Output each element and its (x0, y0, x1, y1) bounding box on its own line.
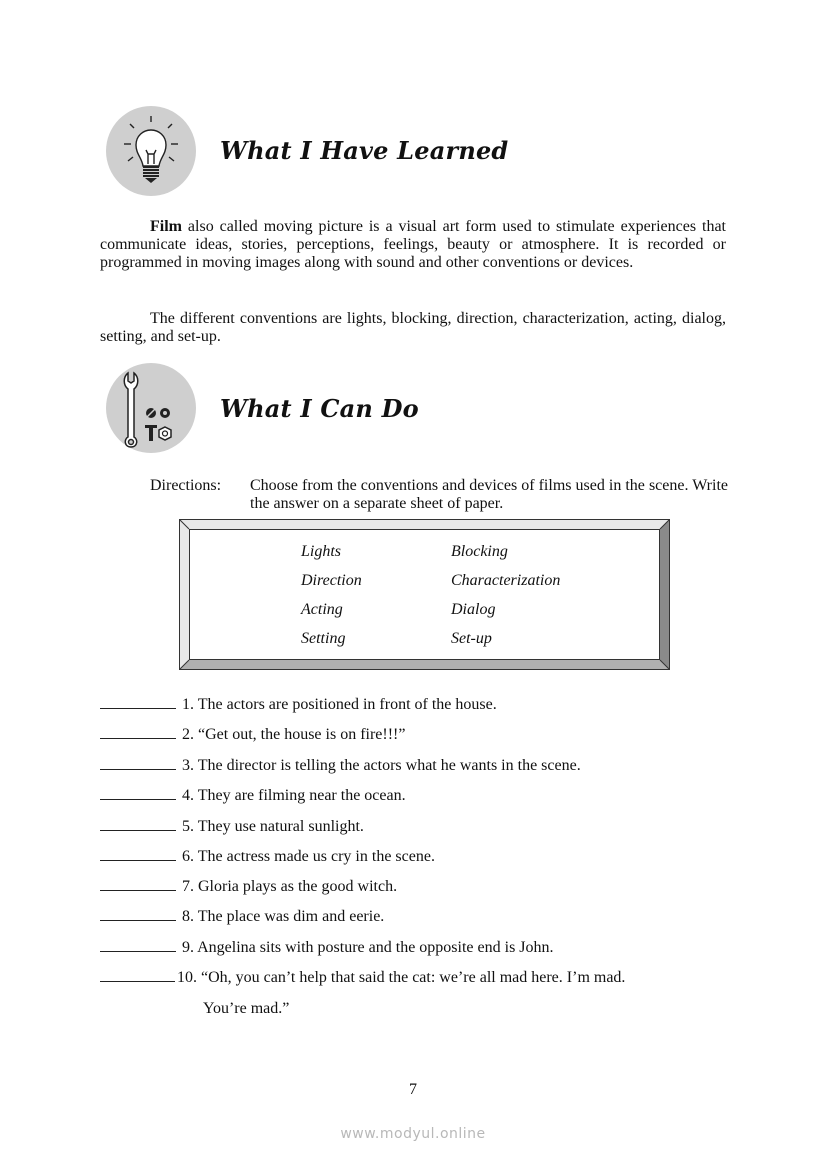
choices-list (180, 520, 669, 669)
choice-acting: Acting (301, 601, 343, 618)
paragraph-conventions (100, 310, 726, 346)
answer-blank-2[interactable] (100, 726, 176, 739)
question-item-1: 1. The actors are positioned in front of the house. (100, 696, 497, 714)
choice-lights: Lights (301, 543, 342, 560)
question-item-5: 5. They use natural sunlight. (100, 818, 364, 836)
paragraph-film-definition (100, 218, 726, 273)
page-number: 7 (409, 1081, 417, 1098)
choice-dialog: Dialog (451, 601, 496, 618)
section-title-what-i-have-learned: What I Have Learned (220, 136, 509, 165)
answer-blank-5[interactable] (100, 818, 176, 831)
question-item-2: 2. “Get out, the house is on fire!!!” (100, 726, 405, 744)
directions-text: Choose from the conventions and devices of films used in the scene. Write the answer on a separate sheet of paper. (250, 477, 728, 512)
film-term: Film (150, 218, 182, 235)
answer-blank-3[interactable] (100, 757, 176, 770)
choice-setting: Setting (301, 630, 346, 647)
answer-blank-4[interactable] (100, 787, 176, 800)
directions-label: Directions: (150, 477, 222, 494)
watermark: www.modyul.online (340, 1126, 486, 1142)
question-item-7: 7. Gloria plays as the good witch. (100, 878, 397, 896)
choice-set-up: Set-up (451, 630, 492, 647)
answer-blank-10[interactable] (100, 969, 175, 982)
choices-box (179, 519, 670, 670)
lightbulb-icon (106, 106, 196, 196)
choice-direction: Direction (301, 572, 362, 589)
question-item-10-continuation: You’re mad.” (203, 1000, 290, 1017)
answer-blank-9[interactable] (100, 939, 176, 952)
film-definition-text: also called moving picture is a visual art form used to stimulate experiences that communicate ideas, stories, perceptions, feelings, beauty or atmosphere. It is recorded or programmed in moving images along with sound and other conventions or devices. (100, 218, 726, 272)
question-item-4: 4. They are filming near the ocean. (100, 787, 406, 805)
answer-blank-1[interactable] (100, 696, 176, 709)
section-title-what-i-can-do: What I Can Do (220, 394, 419, 423)
wrench-tools-icon (106, 363, 196, 453)
question-item-9: 9. Angelina sits with posture and the opposite end is John. (100, 939, 554, 957)
question-item-10: 10. “Oh, you can’t help that said the cat: we’re all mad here. I’m mad. (100, 969, 625, 987)
question-item-8: 8. The place was dim and eerie. (100, 908, 384, 926)
choice-blocking: Blocking (451, 543, 508, 560)
answer-blank-8[interactable] (100, 908, 176, 921)
answer-blank-6[interactable] (100, 848, 176, 861)
answer-blank-7[interactable] (100, 878, 176, 891)
choice-characterization: Characterization (451, 572, 561, 589)
question-item-6: 6. The actress made us cry in the scene. (100, 848, 435, 866)
question-item-3: 3. The director is telling the actors what he wants in the scene. (100, 757, 581, 775)
conventions-text: The different conventions are lights, blocking, direction, characterization, acting, dialog, setting, and set-up. (100, 310, 726, 346)
